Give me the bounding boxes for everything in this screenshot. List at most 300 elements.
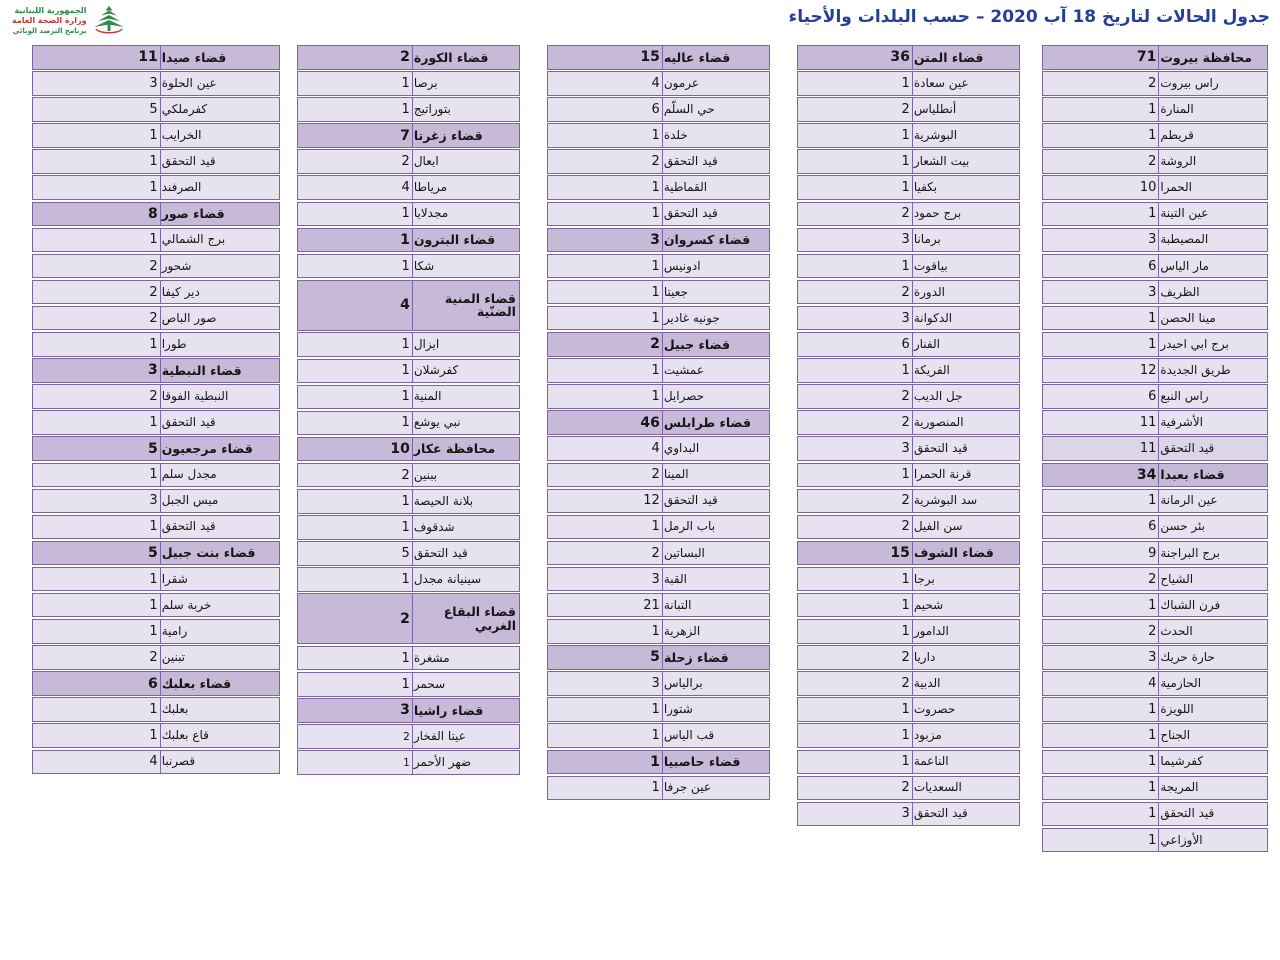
case-count: 1 [401, 206, 410, 222]
town-row [797, 358, 1020, 383]
town-row [797, 410, 1020, 435]
town-name: قيد التحقق [160, 516, 279, 539]
town-name: المصيطبة [1158, 229, 1267, 252]
town-row [1042, 358, 1268, 383]
town-row [797, 332, 1020, 357]
case-count: 2 [1148, 154, 1157, 170]
district-total: 1 [400, 231, 410, 248]
district-total: 46 [640, 414, 660, 431]
district-total: 36 [890, 49, 910, 66]
town-name: المنية [412, 386, 519, 409]
case-count: 1 [901, 180, 910, 196]
town-row [32, 306, 280, 331]
town-row [797, 436, 1020, 461]
district-header-row [297, 45, 520, 70]
case-count: 4 [401, 180, 410, 196]
case-count: 1 [401, 363, 410, 379]
town-row [547, 776, 770, 801]
town-row [797, 750, 1020, 775]
town-row [32, 645, 280, 670]
town-name: مار الياس [1158, 255, 1267, 278]
town-row [547, 384, 770, 409]
town-name: الجناح [1158, 724, 1267, 747]
district-total: 1 [650, 753, 660, 770]
district-name: قضاء بعبدا [1158, 464, 1267, 487]
town-row [547, 149, 770, 174]
town-row [797, 593, 1020, 618]
town-row [797, 123, 1020, 148]
town-row [1042, 593, 1268, 618]
town-row [1042, 436, 1268, 461]
case-count: 1 [651, 310, 660, 326]
case-count: 2 [651, 545, 660, 561]
case-count: 12 [643, 493, 660, 509]
town-name: عمشيت [662, 359, 769, 382]
town-name: مرياطا [412, 176, 519, 199]
case-count: 3 [901, 232, 910, 248]
town-name: الناعمة [912, 751, 1019, 774]
district-header-row [547, 332, 770, 357]
case-count: 6 [1148, 258, 1157, 274]
town-row [1042, 541, 1268, 566]
case-count: 1 [149, 180, 158, 196]
town-row [32, 71, 280, 96]
town-name: سحمر [412, 673, 519, 696]
district-header-row [297, 698, 520, 723]
case-count: 2 [651, 467, 660, 483]
district-total: 34 [1136, 466, 1157, 483]
case-count: 1 [651, 728, 660, 744]
town-name: الحازمية [1158, 672, 1267, 695]
district-header-row [32, 202, 280, 227]
town-row [1042, 97, 1268, 122]
town-name: برج ابي احيدر [1158, 333, 1267, 356]
town-name: شكا [412, 255, 519, 278]
case-count: 2 [149, 649, 158, 665]
case-count: 1 [401, 75, 410, 91]
district-name: محافظة بيروت [1158, 46, 1267, 69]
town-row [297, 463, 520, 488]
case-count: 2 [149, 284, 158, 300]
case-count: 1 [149, 467, 158, 483]
case-count: 1 [149, 702, 158, 718]
district-name: قضاء جبيل [662, 333, 769, 356]
town-row [797, 697, 1020, 722]
town-row [32, 123, 280, 148]
town-row [547, 593, 770, 618]
case-count: 1 [401, 572, 410, 588]
town-name: قرنة الحمرا [912, 464, 1019, 487]
case-count: 1 [1148, 597, 1157, 613]
town-name: دير كيفا [160, 281, 279, 304]
town-name: قيد التحقق [662, 490, 769, 513]
town-row [547, 358, 770, 383]
case-count: 2 [901, 206, 910, 222]
town-row [1042, 254, 1268, 279]
town-row [32, 175, 280, 200]
case-count: 10 [1139, 180, 1157, 196]
town-name: راس النبع [1158, 385, 1267, 408]
table-column-1 [1042, 45, 1268, 854]
town-name: حصرايل [662, 385, 769, 408]
town-name: المنصورية [912, 411, 1019, 434]
case-count: 2 [1148, 623, 1157, 639]
case-count: 3 [901, 310, 910, 326]
town-name: برمانا [912, 229, 1019, 252]
case-count: 1 [651, 519, 660, 535]
town-row [547, 175, 770, 200]
town-name: بتوراتيج [412, 98, 519, 121]
town-name: الظريف [1158, 281, 1267, 304]
case-count: 11 [1139, 415, 1157, 431]
case-count: 2 [901, 284, 910, 300]
town-row [547, 541, 770, 566]
case-count: 1 [1148, 728, 1157, 744]
case-count: 1 [403, 756, 410, 769]
town-row [797, 228, 1020, 253]
town-name: برجا [912, 568, 1019, 591]
town-row [547, 619, 770, 644]
town-name: باب الرمل [662, 516, 769, 539]
case-count: 3 [1148, 649, 1157, 665]
town-row [797, 645, 1020, 670]
case-count: 1 [1148, 493, 1157, 509]
town-row [797, 515, 1020, 540]
town-name: النبطية الفوقا [160, 385, 279, 408]
town-row [297, 750, 520, 775]
district-header-row [297, 437, 520, 462]
town-name: داريا [912, 646, 1019, 669]
case-count: 1 [651, 206, 660, 222]
town-name: مينا الحصن [1158, 307, 1267, 330]
town-row [297, 567, 520, 592]
case-count: 1 [651, 702, 660, 718]
case-count: 1 [1148, 780, 1157, 796]
case-count: 2 [1148, 75, 1157, 91]
town-name: البداوي [662, 437, 769, 460]
town-name: بئر حسن [1158, 516, 1267, 539]
town-name: قيد التحقق [412, 542, 519, 565]
town-row [32, 619, 280, 644]
case-count: 1 [901, 728, 910, 744]
case-count: 3 [149, 493, 158, 509]
town-name: عرمون [662, 72, 769, 95]
town-row [297, 411, 520, 436]
district-header-row [547, 228, 770, 253]
district-header-row [547, 750, 770, 775]
case-count: 1 [149, 336, 158, 352]
district-total: 4 [400, 297, 410, 314]
district-name: قضاء الشوف [912, 542, 1019, 565]
town-name: حارة حريك [1158, 646, 1267, 669]
case-count: 2 [149, 258, 158, 274]
case-count: 12 [1139, 362, 1157, 378]
town-name: اللويزة [1158, 698, 1267, 721]
case-count: 3 [901, 806, 910, 822]
town-name: حي السلّم [662, 98, 769, 121]
district-total: 2 [650, 336, 660, 353]
district-name: قضاء صور [160, 203, 279, 226]
district-name: قضاء البقاع الغربي [412, 594, 519, 643]
town-row [1042, 619, 1268, 644]
town-name: القماطية [662, 176, 769, 199]
town-row [1042, 410, 1268, 435]
town-name: بكفيا [912, 176, 1019, 199]
case-count: 2 [901, 415, 910, 431]
town-row [797, 202, 1020, 227]
case-count: 1 [651, 258, 660, 274]
case-count: 1 [651, 388, 660, 404]
town-row [297, 175, 520, 200]
town-row [547, 254, 770, 279]
town-row [297, 515, 520, 540]
case-count: 2 [403, 730, 410, 743]
town-name: الدامور [912, 620, 1019, 643]
town-row [1042, 384, 1268, 409]
town-row [1042, 202, 1268, 227]
district-total: 8 [147, 205, 158, 222]
district-total: 5 [650, 649, 660, 666]
town-row [797, 567, 1020, 592]
town-name: برج حمود [912, 203, 1019, 226]
table-column-4 [297, 45, 520, 776]
district-total: 15 [890, 545, 910, 562]
town-row [32, 750, 280, 775]
case-count: 1 [149, 623, 158, 639]
town-row [797, 671, 1020, 696]
district-header-row [297, 123, 520, 148]
town-name: التبانة [662, 594, 769, 617]
case-count: 4 [1148, 676, 1157, 691]
town-row [1042, 723, 1268, 748]
town-row [797, 723, 1020, 748]
town-name: مزبود [912, 724, 1019, 747]
town-row [1042, 697, 1268, 722]
town-name: الزهرية [662, 620, 769, 643]
district-name: قضاء عاليه [662, 46, 769, 69]
town-row [297, 646, 520, 671]
case-count: 2 [901, 388, 910, 404]
town-name: ايعال [412, 150, 519, 173]
town-row [547, 567, 770, 592]
town-name: قب الياس [662, 724, 769, 747]
town-row [32, 97, 280, 122]
town-row [1042, 776, 1268, 801]
case-count: 3 [651, 676, 660, 691]
town-row [32, 489, 280, 514]
district-name: محافظة عكار [412, 438, 519, 461]
town-row [797, 254, 1020, 279]
town-row [32, 254, 280, 279]
town-row [797, 384, 1020, 409]
case-count: 21 [643, 597, 660, 613]
town-row [1042, 280, 1268, 305]
case-count: 1 [149, 728, 158, 744]
case-count: 1 [1148, 101, 1157, 117]
case-count: 4 [651, 441, 660, 457]
district-name: قضاء طرابلس [662, 411, 769, 434]
district-total: 5 [147, 440, 158, 457]
town-row [32, 149, 280, 174]
town-name: برالياس [662, 672, 769, 695]
town-row [32, 515, 280, 540]
town-name: عين سعادة [912, 72, 1019, 95]
town-row [297, 332, 520, 357]
town-row [1042, 332, 1268, 357]
town-name: حصروت [912, 698, 1019, 721]
case-count: 1 [401, 519, 410, 535]
town-name: قاع بعلبك [160, 724, 279, 747]
town-name: مجدل سلم [160, 464, 279, 487]
town-row [547, 97, 770, 122]
town-name: مجدلايا [412, 203, 519, 226]
town-name: الصرفند [160, 176, 279, 199]
case-count: 1 [901, 571, 910, 587]
case-count: 1 [401, 493, 410, 509]
town-row [547, 463, 770, 488]
district-name: قضاء بنت جبيل [160, 542, 279, 565]
town-row [1042, 828, 1268, 853]
town-name: البساتين [662, 542, 769, 565]
district-total: 3 [400, 702, 410, 719]
town-name: عين التينة [1158, 203, 1267, 226]
case-count: 1 [651, 284, 660, 300]
case-count: 1 [651, 128, 660, 144]
case-count: 2 [901, 519, 910, 535]
case-count: 1 [651, 780, 660, 796]
town-name: شقرا [160, 568, 279, 591]
town-name: القبة [662, 568, 769, 591]
case-count: 1 [1148, 310, 1157, 326]
case-count: 3 [651, 571, 660, 587]
district-name: قضاء البترون [412, 229, 519, 252]
town-row [32, 332, 280, 357]
town-name: ميس الجبل [160, 490, 279, 513]
town-row [297, 724, 520, 749]
town-row [1042, 123, 1268, 148]
case-count: 1 [401, 389, 410, 405]
town-name: عين الحلوة [160, 72, 279, 95]
town-name: قيد التحقق [1158, 803, 1267, 826]
case-count: 5 [149, 101, 158, 117]
district-name: قضاء النبطية [160, 359, 279, 382]
town-name: صور الباص [160, 307, 279, 330]
town-row [1042, 306, 1268, 331]
case-count: 11 [1139, 441, 1157, 457]
district-header-row [547, 45, 770, 70]
town-name: شحيم [912, 594, 1019, 617]
case-count: 1 [401, 650, 410, 666]
district-name: قضاء كسروان [662, 229, 769, 252]
town-row [1042, 489, 1268, 514]
district-total: 2 [400, 49, 410, 66]
case-count: 1 [401, 415, 410, 431]
town-row [32, 567, 280, 592]
town-row [297, 541, 520, 566]
town-name: كفرشيما [1158, 751, 1267, 774]
case-count: 1 [1148, 336, 1157, 352]
case-count: 6 [1148, 388, 1157, 404]
district-header-row [297, 228, 520, 253]
case-count: 1 [901, 75, 910, 91]
district-name: قضاء صيدا [160, 46, 279, 69]
town-name: الروشة [1158, 150, 1267, 173]
case-count: 1 [401, 101, 410, 117]
town-row [1042, 750, 1268, 775]
case-count: 1 [651, 180, 660, 196]
case-count: 1 [901, 754, 910, 770]
district-total: 10 [390, 441, 410, 458]
town-row [797, 776, 1020, 801]
district-name: قضاء زغرتا [412, 124, 519, 147]
case-count: 1 [901, 154, 910, 170]
case-count: 1 [1148, 206, 1157, 222]
town-name: الفنار [912, 333, 1019, 356]
district-total: 5 [147, 545, 158, 562]
town-name: السعديات [912, 777, 1019, 800]
district-header-row [1042, 45, 1268, 70]
case-count: 2 [901, 493, 910, 509]
town-name: أنطلياس [912, 98, 1019, 121]
case-count: 1 [901, 702, 910, 718]
town-row [1042, 228, 1268, 253]
district-name: قضاء حاصبيا [662, 751, 769, 774]
town-row [1042, 515, 1268, 540]
case-count: 2 [401, 467, 410, 483]
town-name: عين الرمانة [1158, 490, 1267, 513]
town-name: قيد التحقق [912, 803, 1019, 826]
town-row [797, 97, 1020, 122]
case-count: 2 [901, 101, 910, 117]
town-name: قيد التحقق [160, 150, 279, 173]
case-count: 1 [149, 597, 158, 613]
town-name: جل الديب [912, 385, 1019, 408]
case-count: 3 [901, 441, 910, 457]
town-row [547, 515, 770, 540]
town-name: الحمرا [1158, 176, 1267, 199]
town-name: الفريكة [912, 359, 1019, 382]
town-name: قيد التحقق [662, 203, 769, 226]
case-count: 1 [149, 128, 158, 144]
town-name: شتورا [662, 698, 769, 721]
town-name: الدورة [912, 281, 1019, 304]
town-row [32, 463, 280, 488]
town-name: قصرنبا [160, 751, 279, 774]
town-row [297, 149, 520, 174]
town-name: كفرشلان [412, 360, 519, 383]
town-name: المنارة [1158, 98, 1267, 121]
town-name: طريق الجديدة [1158, 359, 1267, 382]
district-header-row [32, 541, 280, 566]
case-count: 3 [149, 75, 158, 91]
town-name: نبي يوشع [412, 412, 519, 435]
town-name: الحدث [1158, 620, 1267, 643]
case-count: 1 [401, 337, 410, 353]
district-total: 3 [147, 362, 158, 379]
town-name: سينيانة مجدل [412, 568, 519, 591]
town-name: شحور [160, 255, 279, 278]
town-row [297, 97, 520, 122]
case-count: 5 [401, 545, 410, 561]
town-name: قريطم [1158, 124, 1267, 147]
town-name: خربة سلم [160, 594, 279, 617]
town-name: البوشرية [912, 124, 1019, 147]
case-count: 1 [901, 128, 910, 144]
town-name: جونيه غادير [662, 307, 769, 330]
town-row [1042, 149, 1268, 174]
district-header-row [32, 671, 280, 696]
case-count: 1 [651, 362, 660, 378]
